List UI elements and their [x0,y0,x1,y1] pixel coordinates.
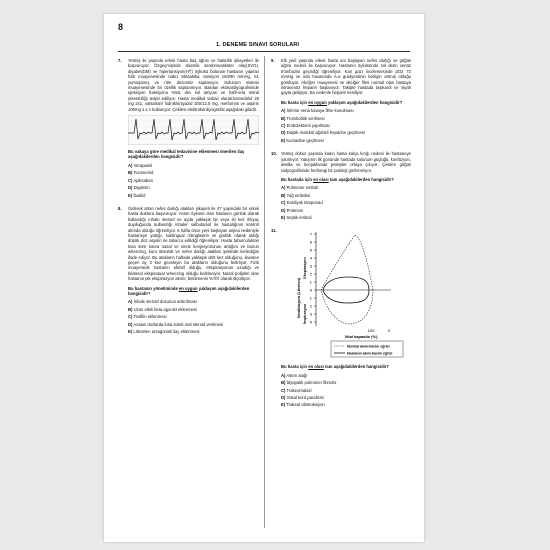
chart-y-tick-label: 1 [309,279,312,285]
column-divider [264,56,265,528]
chart-y-tick-label: 1 [309,295,312,301]
option-c[interactable]: C) Teofilin eklenmesi [128,314,167,320]
question-number: 7. [118,58,122,63]
chart-y-tick-label: 5 [309,247,312,253]
option-d[interactable]: D) Vokal kord paralizisi [281,394,324,400]
flow-volume-chart [281,228,411,360]
options-list [281,185,411,220]
question-number: 9. [271,58,275,63]
option-c[interactable]: C) Trakeomalazi [281,387,312,393]
chart-y-tick-label: 2 [309,303,312,309]
normal-flow-volume-curve [321,235,373,324]
chart-y-tick-label: 6 [309,239,312,245]
question-prompt: Bu hastanın yönetiminde en uygun yaklaşım aşağıdakilerden hangisidir? [128,285,250,296]
question-10 [271,151,411,220]
question-9 [271,58,411,143]
option-c[interactable]: C) Kardiyak tamponad [281,200,323,206]
question-stem: Elli yedi yaşında erkek hasta ani başlayan nefes darlığı ve göğüs ağrısı nedeni ile başvuruyor. Hastanın öyküsünde sol derin venöz trombozisi geçirdiği öğreniliyor. Kan gazı incelemesinde pO2 72 mmHg ve oda havasında A-a gradyentinin belirgin artmış olduğu görülüyor. Akciğer muayenesi ve akciğer filmi normal olan hastaya intravenöz heparin başlanıyor. Takipte hastada taşikardi ve siyah gayta gelişiyor. Bu nedenle heparin kesiliyor. [281,58,411,96]
chart-y-tick-label: 7 [309,231,312,237]
chart-x-tick-0: 0 [387,328,391,334]
option-a[interactable]: A) Astım atağı [281,372,308,378]
chart-y-tick-label: 4 [309,319,312,325]
option-e[interactable]: E) Kumadine geçilmesi [281,137,324,143]
legend-normal-label: Normal akım-hacim eğrisi [347,344,390,349]
option-b[interactable]: B) İdyopatik pulmoner fibrozis [281,380,337,386]
chart-y-ticks [310,232,316,325]
left-column [118,58,259,340]
chart-x-tick-100: 100 [367,328,375,334]
option-a[interactable]: A) İnhale steroid dozunun arttırılması [128,299,197,305]
option-d[interactable]: D) Digoksin [128,185,150,191]
option-e[interactable]: E) Trakeal obstruksiyon [281,402,325,408]
question-stem: Yetmiş dokuz yaşında kadın hasta kalça kırığı nedeni ile hastaneye yatırılıyor. Yatışının ilk gününde hastada solunum güçlüğü, konfüzyon, aksilla ve konjuktivada peteşiler ortaya çıkıyor. Çekilen göğüs radyografisinde herhangi bir patoloji gözlenmiyor. [281,151,411,173]
options-list [128,299,259,334]
question-number: 11. [271,228,277,234]
chart-y-tick-label: 4 [309,255,312,261]
chart-ylabel: Ventilasyon (Litre/sn) [296,278,301,319]
option-e[interactable]: E) Septik emboli [281,214,312,220]
legend-patient-label: Hastanın akım-hacim eğrisi [347,351,393,356]
options-list [128,163,259,198]
options-list [281,108,411,143]
chart-xlabel: Vital kapasite (%) [344,334,378,340]
option-a[interactable]: A) İnferior vena kavaya filtre konulması [281,108,354,114]
question-prompt: Bu hasta için en uygun yaklaşım aşağıdakilerden hangisidir? [281,99,403,105]
question-number: 10. [271,151,277,157]
question-11 [271,228,411,407]
option-b[interactable]: B) Yağ embolisi [281,192,311,198]
option-d[interactable]: D) Düşük molekül ağırlıklı heparine geçilmesi [281,130,365,136]
chart-y-tick-label: 0 [309,287,312,293]
question-stem: Yetmiş iki yaşında erkek hasta baş ağrısı ve halsizlik şikayetleri ile başvuruyor. Özgeçmişinde iskemik serebrovasküler olay(SVO), diyabet(DM) ve hipertansiyon(HT) öyküsü bulunan hastanın yapılan fizik muayenesinde nabız 55/dakika, tansiyon 150/90 mmHg, S1 yumuşamış ve ritm düzensiz saptanıyor. Solunum sistemi muayenesinde bir özellik saptanmıyor. Bakılan ekokardiyografisinde ejeksiyon fraksiyonu %55, dev sol atriyum ve hafif-orta mitral yetersizliği tespit ediliyor. Hasta medikal tedavi olarak;karvedolol 25 mg 2x1, valsartan/ hidroklortiyazid 160/12,5 mg, metformin ve aspirin 100mg 1 x 1 kullanıyor. Çekilen elektrokardiyografisi aşağıdaki gibidir. [128,58,259,112]
option-b[interactable]: B) Uzun etkili beta agonist eklenmesi [128,306,197,312]
question-prompt: Bu hastada için en olası tanı aşağıdakilerden hangisidir? [281,176,394,182]
options-list [281,373,411,408]
chart-y-tick-label: 3 [309,263,312,269]
exam-page [104,14,424,542]
header-rule [118,51,410,52]
chart-ylabel-top: Ekspirasyon [303,257,307,280]
chart-ylabel-bottom: İnspirasyon [303,304,307,325]
page-number: 8 [118,22,124,32]
option-c[interactable]: C) Apiksaban [128,177,153,183]
question-number: 8. [118,205,122,211]
option-a[interactable]: A) Verapamil [128,162,153,168]
chart-y-tick-label: 3 [309,311,312,317]
option-a[interactable]: A) Pulmoner emboli [281,185,319,191]
option-c[interactable]: C) Embolektomi yapılması [281,123,330,129]
page-header: 1. DENEME SINAVI SORULARI [216,42,300,48]
question-8 [118,206,259,335]
right-column [271,58,411,414]
option-e[interactable]: E) İbutilid [128,192,146,198]
question-7 [118,58,259,198]
question-prompt: Bu hasta için en olası tanı aşağıdakilerden hangisidir? [281,364,389,370]
option-d[interactable]: D) Azalan dozlarda kısa süreli oral steroid verilmesi [128,321,223,327]
ecg-strip [128,115,259,145]
question-prompt: Bu vakaya göre medikal tedavisine eklenmesi önerilen ilaç aşağıdakilerden hangisidir? [128,149,245,160]
option-b[interactable]: B) Furosemid [128,170,154,176]
option-e[interactable]: E) Lökotrien antagonisti ilaç eklenmesi [128,329,200,335]
chart-y-tick-label: 2 [309,271,312,277]
option-d[interactable]: D) Pnömoni [281,207,304,213]
option-b[interactable]: B) Trombolitik verilmesi [281,115,325,121]
question-stem: Giderek artan nefes darlığı atakları şikayeti ile 47 yaşındaki bir erkek hasta doktora başvuruyor. Astım öyküsü olan hastanın günlük olarak kullandığı inhale steroid ve ayda yaklaşık bir veya iki kez ihtiyaç duyduğunda kullandığı inhaler salbutamol ile hastalığının kontrol altında olduğu öğreniliyor. 6 hafta önce yeni başlayan anjina nedeniyle hastaneye yattığı, sublingual nitrogliserin ve günlük olarak aldığı düşük doz aspirin ile taburcu edildiği öğreniliyor. Hasta taburculuktan kısa süre sonra nazal ve sinüs konjesyonunun arttığını ve bunun wheezing, kuru öksürük ve nefes darlığı atakları şeklinde ilerlediğini ifade ediyor. Bu atakların haftada yaklaşık dört kez olduğunu, ilaveten geçen ay 3 kez geceleyin bu atakların olduğunu belirtiyor. Fizik muayenede hastanın afebril olduğu, ekspirasyonun uzadığı ve bilateral ekspiratuar wheezing olduğu belirleniyor. Nazal polipleri olan hastanın pik ekspirasyon akımı; beklenenin %70'i olarak ölçülüyor. [128,205,259,282]
